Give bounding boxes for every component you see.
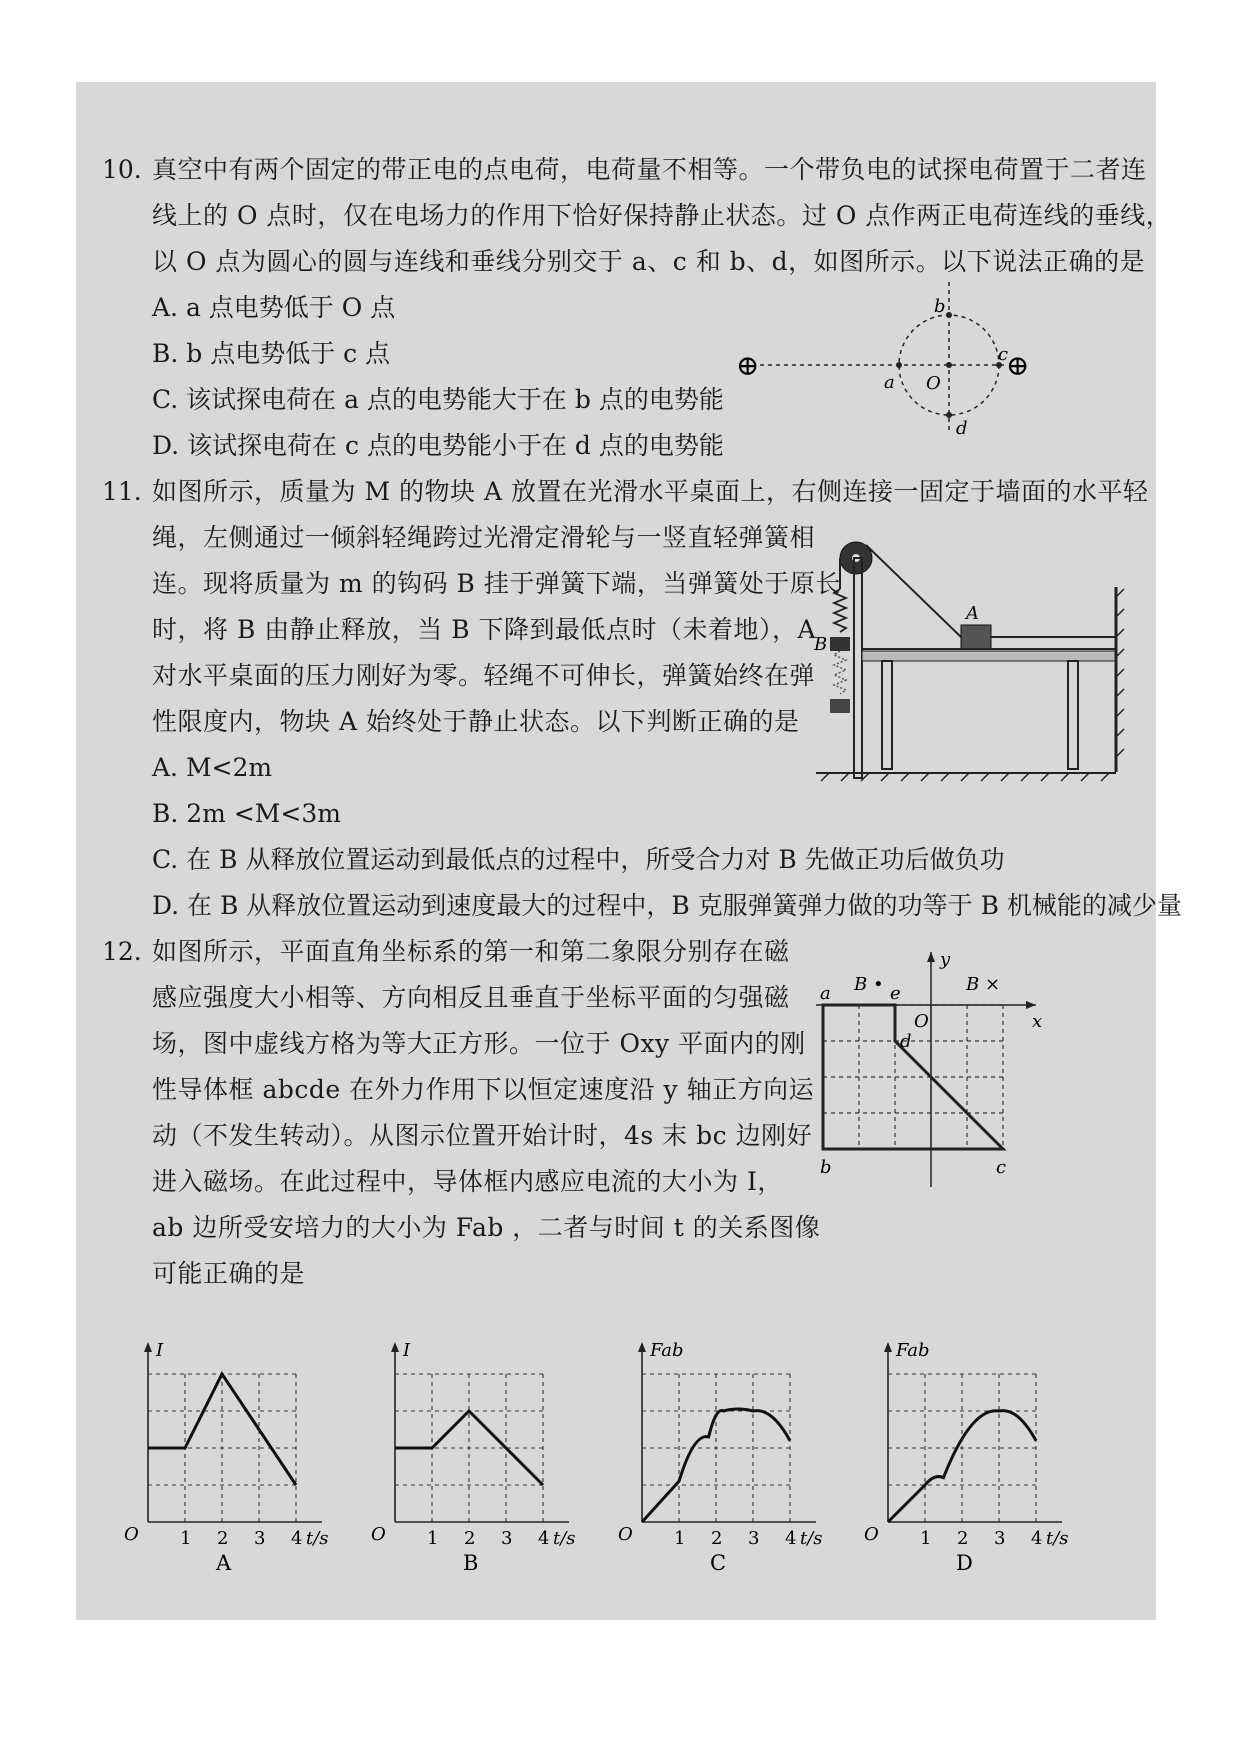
y-axis-label: I xyxy=(403,1340,411,1361)
x-tick-label: 1 xyxy=(674,1528,686,1549)
q12-stem-line-6: 进入磁场。在此过程中，导体框内感应电流的大小为 I， xyxy=(152,1167,783,1196)
x-tick-label: 2 xyxy=(217,1528,229,1549)
field-in-label: B × xyxy=(966,974,1001,995)
exam-page xyxy=(76,82,1182,1620)
point-a-label: a xyxy=(884,372,895,393)
q12-stem-line-2: 感应强度大小相等、方向相反且垂直于坐标平面的匀强磁 xyxy=(152,983,790,1012)
x-tick-label: 4 xyxy=(785,1528,797,1549)
origin-label: O xyxy=(371,1524,386,1545)
q12-stem-line-3: 场，图中虚线方格为等大正方形。一位于 Oxy 平面内的刚 xyxy=(152,1029,806,1058)
x-tick-label: 4 xyxy=(1031,1528,1043,1549)
x-tick-label: 3 xyxy=(254,1528,266,1549)
y-axis-label: I xyxy=(156,1340,164,1361)
q10-option-c: C. 该试探电荷在 a 点的电势能大于在 b 点的电势能 xyxy=(152,385,724,414)
field-out-label: B • xyxy=(854,974,884,995)
x-tick-label: 1 xyxy=(180,1528,192,1549)
q11-option-a: A. M<2m xyxy=(152,753,273,782)
x-axis-label: x xyxy=(1032,1011,1043,1032)
y-axis-arrow xyxy=(391,1342,399,1352)
q11-stem-line-2: 绳，左侧通过一倾斜轻绳跨过光滑定滑轮与一竖直轻弹簧相 xyxy=(152,523,816,552)
y-axis-arrow xyxy=(144,1342,152,1352)
graph-a xyxy=(116,1322,329,1575)
q12-stem-line-8: 可能正确的是 xyxy=(152,1259,306,1288)
q10-stem-line-2: 线上的 O 点时，仅在电场力的作用下恰好保持静止状态。过 O 点作两正电荷连线的垂线， xyxy=(152,201,1172,230)
graph-b xyxy=(363,1322,576,1575)
q11-stem-line-1: 如图所示，质量为 M 的物块 A 放置在光滑水平桌面上，右侧连接一固定于墙面的水平轻 xyxy=(152,477,1149,506)
q11-number: 11. xyxy=(102,477,142,506)
origin-label: O xyxy=(124,1524,139,1545)
x-axis-label: t/s xyxy=(553,1528,576,1549)
x-tick-label: 3 xyxy=(501,1528,513,1549)
x-tick-label: 4 xyxy=(538,1528,550,1549)
x-tick-label: 3 xyxy=(748,1528,760,1549)
x-tick-label: 2 xyxy=(464,1528,476,1549)
q10-stem-line-1: 真空中有两个固定的带正电的点电荷，电荷量不相等。一个带负电的试探电荷置于二者连 xyxy=(152,155,1147,184)
q11-stem-line-4: 时，将 B 由静止释放，当 B 下降到最低点时（未着地），A xyxy=(152,615,817,644)
hook-mass-B-label: B xyxy=(814,634,828,655)
q12-stem-line-7: ab 边所受安培力的大小为 Fab ，二者与时间 t 的关系图像 xyxy=(152,1213,821,1242)
point-d-label: d xyxy=(956,418,968,439)
vertex-a-label: a xyxy=(820,983,831,1004)
q11-option-c: C. 在 B 从释放位置运动到最低点的过程中，所受合力对 B 先做正功后做负功 xyxy=(152,845,1005,874)
y-axis-arrow xyxy=(884,1342,892,1352)
q10-number: 10. xyxy=(102,155,142,184)
origin-label: O xyxy=(618,1524,633,1545)
q11-stem-line-6: 性限度内，物块 A 始终处于静止状态。以下判断正确的是 xyxy=(152,707,800,736)
x-axis-label: t/s xyxy=(800,1528,823,1549)
q10-charge-figure xyxy=(736,282,1156,442)
x-tick-label: 2 xyxy=(711,1528,723,1549)
right-charge-symbol: ⊕ xyxy=(1006,349,1030,382)
y-axis-label: Fab xyxy=(650,1340,684,1361)
q10-option-a: A. a 点电势低于 O 点 xyxy=(152,293,396,322)
vertex-e-label: e xyxy=(890,983,901,1004)
vertex-b-label: b xyxy=(820,1157,832,1178)
y-axis-label: y xyxy=(940,949,951,970)
y-axis-arrow xyxy=(638,1342,646,1352)
point-O-label: O xyxy=(926,373,941,394)
q11-stem-line-3: 连。现将质量为 m 的钩码 B 挂于弹簧下端，当弹簧处于原长 xyxy=(152,569,841,598)
y-axis-label: Fab xyxy=(896,1340,930,1361)
q11-pulley-figure xyxy=(816,537,1156,797)
q11-option-b: B. 2m <M<3m xyxy=(152,799,341,828)
graph-option-label: C xyxy=(710,1551,727,1575)
left-charge-symbol: ⊕ xyxy=(736,349,760,382)
q12-stem-line-5: 动（不发生转动）。从图示位置开始计时，4s 末 bc 边刚好 xyxy=(152,1121,813,1150)
x-tick-label: 2 xyxy=(957,1528,969,1549)
vertex-d-label: d xyxy=(900,1031,912,1052)
graph-c xyxy=(610,1322,823,1575)
x-tick-label: 1 xyxy=(427,1528,439,1549)
graph-option-label: B xyxy=(463,1551,479,1575)
vertex-c-label: c xyxy=(996,1157,1007,1178)
x-axis-label: t/s xyxy=(306,1528,329,1549)
point-c-label: c xyxy=(998,344,1009,365)
block-A-label: A xyxy=(966,603,979,624)
q10-stem-line-3: 以 O 点为圆心的圆与连线和垂线分别交于 a、c 和 b、d，如图所示。以下说法正确的是 xyxy=(152,247,1146,276)
q12-stem-line-4: 性导体框 abcde 在外力作用下以恒定速度沿 y 轴正方向运 xyxy=(152,1075,815,1104)
q11-option-d: D. 在 B 从释放位置运动到速度最大的过程中，B 克服弹簧弹力做的功等于 B 机械能的减少量 xyxy=(152,891,1182,920)
origin-label: O xyxy=(914,1011,929,1032)
q12-stem-line-1: 如图所示，平面直角坐标系的第一和第二象限分别存在磁 xyxy=(152,937,790,966)
origin-label: O xyxy=(864,1524,879,1545)
x-tick-label: 3 xyxy=(994,1528,1006,1549)
graph-option-label: D xyxy=(956,1551,973,1575)
x-tick-label: 1 xyxy=(920,1528,932,1549)
q12-frame-figure xyxy=(816,947,1156,1207)
q10-option-b: B. b 点电势低于 c 点 xyxy=(152,339,391,368)
graph-d xyxy=(856,1322,1069,1575)
q12-number: 12. xyxy=(102,937,142,966)
point-b-label: b xyxy=(934,296,946,317)
q10-option-d: D. 该试探电荷在 c 点的电势能小于在 d 点的电势能 xyxy=(152,431,724,460)
x-axis-label: t/s xyxy=(1046,1528,1069,1549)
q11-stem-line-5: 对水平桌面的压力刚好为零。轻绳不可伸长，弹簧始终在弹 xyxy=(152,661,816,690)
x-tick-label: 4 xyxy=(291,1528,303,1549)
graph-option-label: A xyxy=(216,1551,232,1575)
